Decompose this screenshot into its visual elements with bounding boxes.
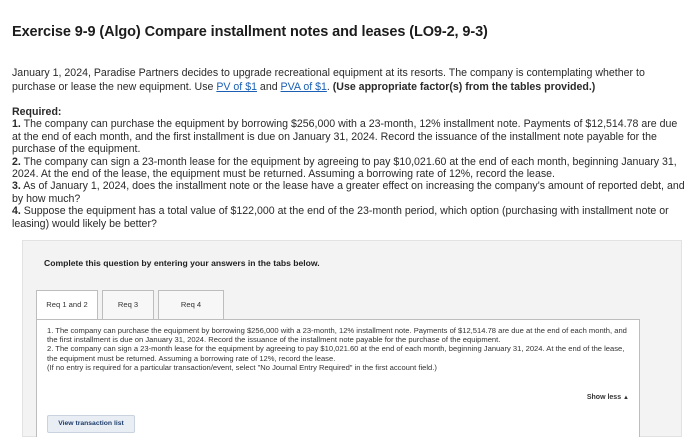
required-section [12, 106, 688, 230]
triangle-up-icon: ▲ [623, 395, 629, 401]
tab-content-panel [36, 319, 640, 437]
complete-instruction: Complete this question by entering your answers in the tabs below. [44, 258, 320, 268]
intro-and: and [256, 81, 281, 93]
show-less-link[interactable] [587, 394, 629, 401]
tab-req-1-and-2[interactable]: Req 1 and 2 [36, 290, 98, 320]
required-item-3 [12, 180, 688, 205]
view-transaction-list-button[interactable]: View transaction list [47, 415, 135, 433]
tab-content-line-1: 1. The company can purchase the equipment by borrowing $256,000 with a 23-month, 12% installment note. Payments of $12,514.78 are due at the end of each month, and the first installment is due on January 31, 2024. Record the issuance of the installment note payable for the purchase of the equipment. [47, 326, 627, 345]
pv-of-1-link[interactable]: PV of $1 [216, 81, 257, 93]
required-item-text: The company can purchase the equipment by borrowing $256,000 with a 23-month, 12% installment note. Payments of $12,514.78 are due at the end of each month, and the first installment is due on January 31, 2024. Record the issuance of the installment note payable for the purchase of the equipment. [12, 118, 678, 156]
required-item-number: 4. [12, 205, 21, 218]
required-item-number: 2. [12, 155, 21, 168]
tab-content-line-2: 2. The company can sign a 23-month lease for the equipment by agreeing to pay $10,021.60 at the end of each month, beginning January 31, 2024. At the end of the lease, the equipment must be returned. Assuming a borrowing rate of 12%, record the lease. [47, 344, 625, 363]
intro-period: . [326, 81, 333, 93]
show-less-label: Show less [586, 394, 622, 401]
required-item-text: As of January 1, 2024, does the installment note or the lease have a greater effect on increasing the company's amount of reported debt, and by how much? [12, 180, 685, 205]
required-item-text: Suppose the equipment has a total value of $122,000 at the end of the 23-month period, which option (purchasing with installment note or leasing) would likely be better? [12, 205, 669, 230]
intro-text: January 1, 2024, Paradise Partners decides to upgrade recreational equipment at its resorts. The company is contemplating whether to purchase or lease the new equipment. Use [12, 67, 645, 93]
required-item-number: 1. [12, 118, 21, 131]
required-item-4 [12, 205, 688, 230]
required-heading: Required: [12, 106, 62, 118]
intro-instruction: (Use appropriate factor(s) from the tables provided.) [332, 81, 596, 93]
tab-content-text [47, 326, 635, 372]
tab-req-3[interactable]: Req 3 [102, 290, 154, 320]
required-item-1 [12, 118, 688, 155]
required-item-text: The company can sign a 23-month lease for the equipment by agreeing to pay $10,021.60 at the end of each month, beginning January 31, 2024. At the end of the lease, the equipment must be returned. Assuming a borrowing rate of 12%, record the lease. [12, 155, 677, 181]
intro-paragraph [12, 66, 688, 94]
tab-content-line-3: (If no entry is required for a particular transaction/event, select "No Journal Entry Required" in the first account field.) [47, 362, 437, 372]
required-item-number: 3. [12, 180, 21, 193]
required-item-2 [12, 156, 688, 181]
page-title: Exercise 9-9 (Algo) Compare installment notes and leases (LO9-2, 9-3) [12, 24, 488, 40]
pva-of-1-link[interactable]: PVA of $1 [280, 81, 327, 93]
tab-req-4[interactable]: Req 4 [158, 290, 224, 320]
